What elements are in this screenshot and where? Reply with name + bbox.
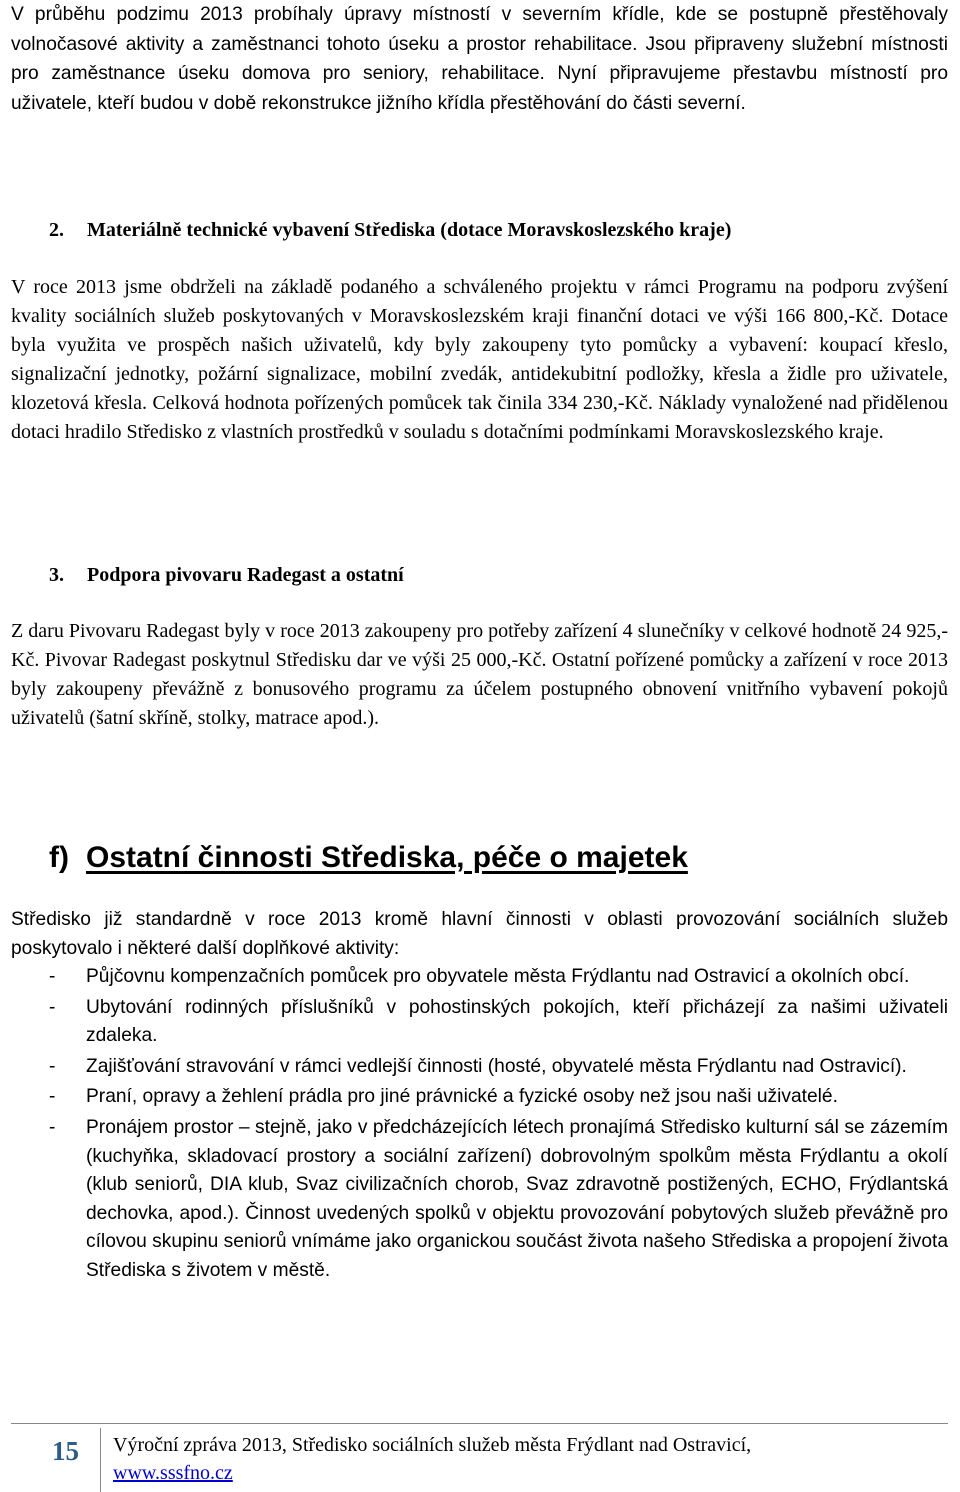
footer-text: [113, 1431, 933, 1487]
page-number: 15: [52, 1436, 79, 1466]
list-item-text: Půjčovnu kompenzačních pomůcek pro obyvatele města Frýdlantu nad Ostravicí a okolních obcí.: [86, 966, 910, 987]
list-dash: -: [49, 966, 56, 987]
list-item: [49, 963, 948, 992]
section-f-letter: f): [49, 841, 69, 874]
list-item-text: Zajišťování stravování v rámci vedlejší činnosti (hosté, obyvatelé města Frýdlantu nad Ostravicí).: [86, 1055, 907, 1077]
activities-list: [49, 963, 948, 1286]
section-3-title: Podpora pivovaru Radegast a ostatní: [87, 564, 404, 586]
footer-caption: Výroční zpráva 2013, Středisko sociálních služeb města Frýdlant nad Ostravicí,: [113, 1434, 752, 1456]
list-dash: -: [49, 1055, 56, 1077]
section-2-title: Materiálně technické vybavení Střediska (dotace Moravskoslezského kraje): [87, 219, 732, 241]
section-2-number: 2.: [49, 219, 64, 241]
footer-website-link[interactable]: www.sssfno.cz: [113, 1462, 233, 1484]
list-item: [49, 994, 948, 1051]
section-2-body: V roce 2013 jsme obdrželi na základě podaného a schváleného projektu v rámci Programu na podporu zvýšení kvality sociálních služeb poskytovaných v Moravskoslezském kraji finanční dotaci ve výši 166 800,-Kč. Dotace byla využita ve prospěch našich uživatelů, kdy byly zakoupeny tyto pomůcky a vybavení: koupací křeslo, signalizační jednotky, požární signalizace, mobilní zvedák, antidekubitní podložky, křesla a židle pro uživatele, klozetová křesla. Celková hodnota pořízených pomůcek tak činila 334 230,-Kč. Náklady vynaložené nad přidělenou dotaci hradilo Středisko z vlastních prostředků v souladu s dotačními podmínkami Moravskoslezského kraje.: [11, 276, 948, 443]
list-dash: -: [49, 1086, 56, 1108]
footer-vertical-divider: [100, 1428, 101, 1492]
section-f-intro: Středisko již standardně v roce 2013 kromě hlavní činnosti v oblasti provozování sociálních služeb poskytovalo i některé další doplňkové aktivity:: [11, 909, 948, 959]
list-item-text: Pronájem prostor – stejně, jako v předcházejících létech pronajímá Středisko kulturní sál se zázemím (kuchyňka, skladovací prostory a sociální zařízení) dobrovolným spolkům města Frýdlantu a okolí (klub seniorů, DIA klub, Svaz civilizačních chorob, Svaz zdravotně postižených, ECHO, Frýdlantská dechovka, apod.). Činnost uvedených spolků v objektu provozování pobytových služeb převážně pro cílovou skupinu seniorů vnímáme jako organickou součást života našeho Střediska a propojení života Střediska s životem v městě.: [86, 1116, 948, 1281]
section-3-number: 3.: [49, 564, 64, 586]
list-dash: -: [49, 1116, 56, 1138]
list-item: [49, 1114, 948, 1286]
list-dash: -: [49, 996, 56, 1018]
footer-divider: [11, 1423, 948, 1424]
section-f-heading: [49, 840, 688, 876]
section-3-heading: [49, 562, 404, 588]
section-3-body: Z daru Pivovaru Radegast byly v roce 2013 zakoupeny pro potřeby zařízení 4 slunečníky v celkové hodnotě 24 925,-Kč. Pivovar Radegast poskytnul Středisku dar ve výši 25 000,-Kč. Ostatní pořízené pomůcky a zařízení v roce 2013 byly zakoupeny převážně z bonusového programu za účelem postupného obnovení vnitřního vybavení pokojů uživatelů (šatní skříně, stolky, matrace apod.).: [11, 620, 948, 729]
list-item: [49, 1053, 948, 1082]
list-item: [49, 1083, 948, 1112]
list-item-text: Ubytování rodinných příslušníků v pohostinských pokojích, kteří přicházejí za našimi uživateli zdaleka.: [86, 996, 948, 1047]
list-item-text: Praní, opravy a žehlení prádla pro jiné právnické a fyzické osoby než jsou naši uživatelé.: [86, 1086, 838, 1108]
section-2-heading: [49, 217, 731, 243]
section-f-title: Ostatní činnosti Střediska, péče o majetek: [86, 841, 688, 874]
intro-paragraph: V průběhu podzimu 2013 probíhaly úpravy místností v severním křídle, kde se postupně přestěhovaly volnočasové aktivity a zaměstnanci tohoto úseku a prostor rehabilitace. Jsou připraveny služební místnosti pro zaměstnance úseku domova pro seniory, rehabilitace. Nyní připravujeme přestavbu místností pro uživatele, kteří budou v době rekonstrukce jižního křídla přestěhování do části severní.: [11, 4, 948, 114]
